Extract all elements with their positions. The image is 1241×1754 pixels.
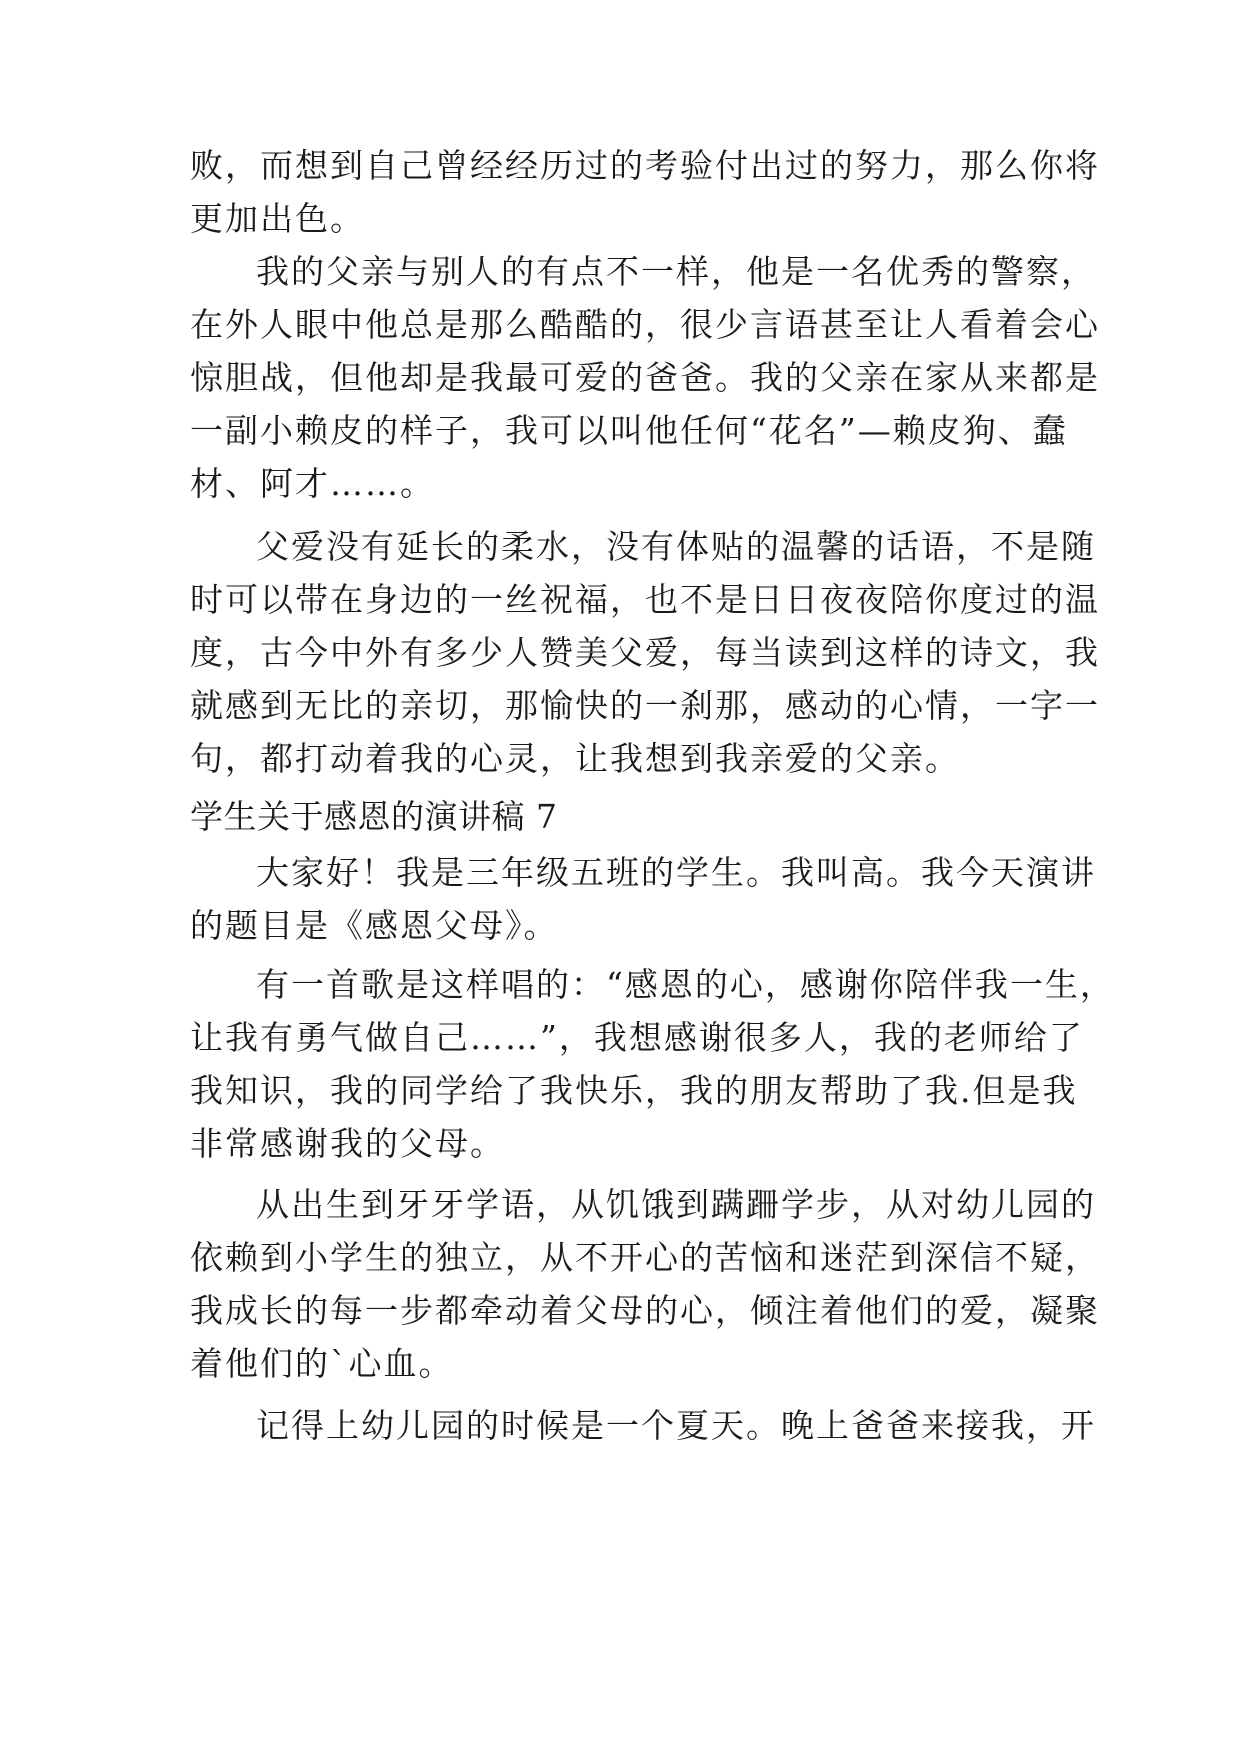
- paragraph-start-line: 我的父亲与别人的有点不一样，他是一名优秀的警察，: [256, 252, 1096, 291]
- text-line: 败，而想到自己曾经经历过的考验付出过的努力，那么你将: [190, 146, 1100, 185]
- section-heading: 学生关于感恩的演讲稿 7: [190, 797, 558, 836]
- text-line: 着他们的`心血。: [190, 1344, 454, 1383]
- text-line: 就感到无比的亲切，那愉快的一刹那，感动的心情，一字一: [190, 686, 1100, 725]
- paragraph-start-line: 父爱没有延长的柔水，没有体贴的温馨的话语，不是随: [256, 527, 1096, 566]
- paragraph-start-line: 记得上幼儿园的时候是一个夏天。晚上爸爸来接我，开: [256, 1406, 1096, 1445]
- text-line: 时可以带在身边的一丝祝福，也不是日日夜夜陪你度过的温: [190, 580, 1100, 619]
- text-line: 一副小赖皮的样子，我可以叫他任何“花名”—赖皮狗、蠢: [190, 411, 1068, 450]
- text-line: 材、阿才……。: [190, 464, 435, 503]
- text-line: 我知识，我的同学给了我快乐，我的朋友帮助了我.但是我: [190, 1071, 1078, 1110]
- paragraph-start-line: 从出生到牙牙学语，从饥饿到蹒跚学步，从对幼儿园的: [256, 1185, 1096, 1224]
- paragraph-start-line: 有一首歌是这样唱的：“感恩的心，感谢你陪伴我一生，: [256, 965, 1115, 1004]
- text-line: 度，古今中外有多少人赞美父爱，每当读到这样的诗文，我: [190, 633, 1100, 672]
- text-line: 更加出色。: [190, 199, 365, 238]
- paragraph-start-line: 大家好！我是三年级五班的学生。我叫高。我今天演讲: [256, 853, 1096, 892]
- text-line: 非常感谢我的父母。: [190, 1124, 505, 1163]
- text-line: 惊胆战，但他却是我最可爱的爸爸。我的父亲在家从来都是: [190, 358, 1100, 397]
- text-line: 让我有勇气做自己……”，我想感谢很多人，我的老师给了: [190, 1018, 1084, 1057]
- text-line: 依赖到小学生的独立，从不开心的苦恼和迷茫到深信不疑，: [190, 1238, 1100, 1277]
- text-line: 句，都打动着我的心灵，让我想到我亲爱的父亲。: [190, 739, 960, 778]
- text-line: 的题目是《感恩父母》。: [190, 906, 559, 945]
- text-line: 我成长的每一步都牵动着父母的心，倾注着他们的爱，凝聚: [190, 1291, 1100, 1330]
- text-line: 在外人眼中他总是那么酷酷的，很少言语甚至让人看着会心: [190, 305, 1100, 344]
